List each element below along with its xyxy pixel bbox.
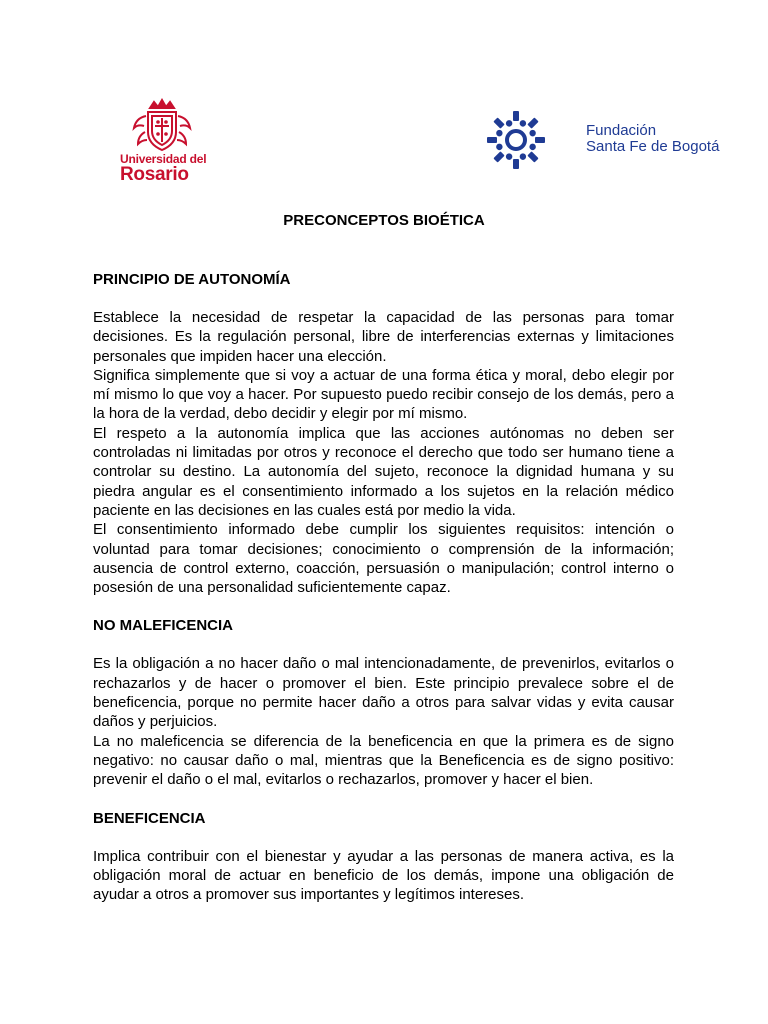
fsfb-emblem-icon bbox=[484, 108, 548, 172]
fsfb-logo bbox=[484, 108, 720, 172]
rosario-crest-icon bbox=[112, 98, 212, 152]
rosario-logo-line1: Universidad del bbox=[120, 152, 207, 166]
paragraph: Es la obligación a no hacer daño o mal intencionadamente, de prevenirlos, evitarlos o rechazarlos y de hacer o promover el bien. Este principio prevalece sobre el de beneficencia, porque no permite hacer daño a otros para salvar vidas y evita causar daños y perjuicios. bbox=[93, 655, 674, 731]
paragraph: Significa simplemente que si voy a actuar de una forma ética y moral, debo elegir por mí mismo lo que voy a hacer. Por supuesto puedo recibir consejo de los demás, pero a la hora de la verdad, debo decidir y elegir por mí mismo. bbox=[93, 366, 674, 423]
document-body bbox=[93, 270, 674, 923]
paragraph: Establece la necesidad de respetar la capacidad de las personas para tomar decisiones. Es la regulación personal, libre de interferencias externas y limitaciones personales que impiden hacer una elección. bbox=[93, 309, 674, 365]
paragraph: Implica contribuir con el bienestar y ayudar a las personas de manera activa, es la obligación moral de actuar en beneficio de los demás, impone una obligación de ayudar a otros a promover sus importantes y legítimos intereses. bbox=[93, 847, 674, 904]
section-beneficencia bbox=[93, 809, 674, 905]
section-heading: PRINCIPIO DE AUTONOMÍA bbox=[93, 271, 291, 288]
rosario-logo bbox=[112, 98, 212, 188]
section-autonomia bbox=[93, 270, 674, 597]
paragraph: El respeto a la autonomía implica que las acciones autónomas no deben ser controladas ni limitadas por otros y reconoce el derecho que todo ser humano tiene a controlar su destino. La autonomía del sujeto, reconoce la dignidad humana y su piedra angular es el consentimiento informado a los sujetos en la relación médico paciente en las decisiones en las cuales está por medio la vida. bbox=[93, 424, 674, 519]
section-heading: NO MALEFICENCIA bbox=[93, 617, 233, 635]
document-title: PRECONCEPTOS BIOÉTICA bbox=[283, 212, 485, 229]
fsfb-logo-line1: Fundación bbox=[586, 122, 657, 139]
rosario-logo-line2: Rosario bbox=[120, 164, 189, 185]
section-heading: BENEFICENCIA bbox=[93, 809, 206, 827]
section-no-maleficencia bbox=[93, 616, 674, 789]
paragraph: El consentimiento informado debe cumplir los siguientes requisitos: intención o voluntad para tomar decisiones; conocimiento o comprensión de la información; ausencia de control externo, coacción, persuasión o manipulación; control interno o posesión de una personalidad suficientemente capaz. bbox=[93, 521, 674, 597]
paragraph: La no maleficencia se diferencia de la beneficencia en que la primera es de signo negativo: no causar daño o mal, mientras que la Beneficencia es de signo positivo: prevenir el daño o el mal, evitarlos o rechazarlos, promover y hacer el bien. bbox=[93, 732, 674, 789]
fsfb-logo-line2: Santa Fe de Bogotá bbox=[586, 138, 720, 155]
